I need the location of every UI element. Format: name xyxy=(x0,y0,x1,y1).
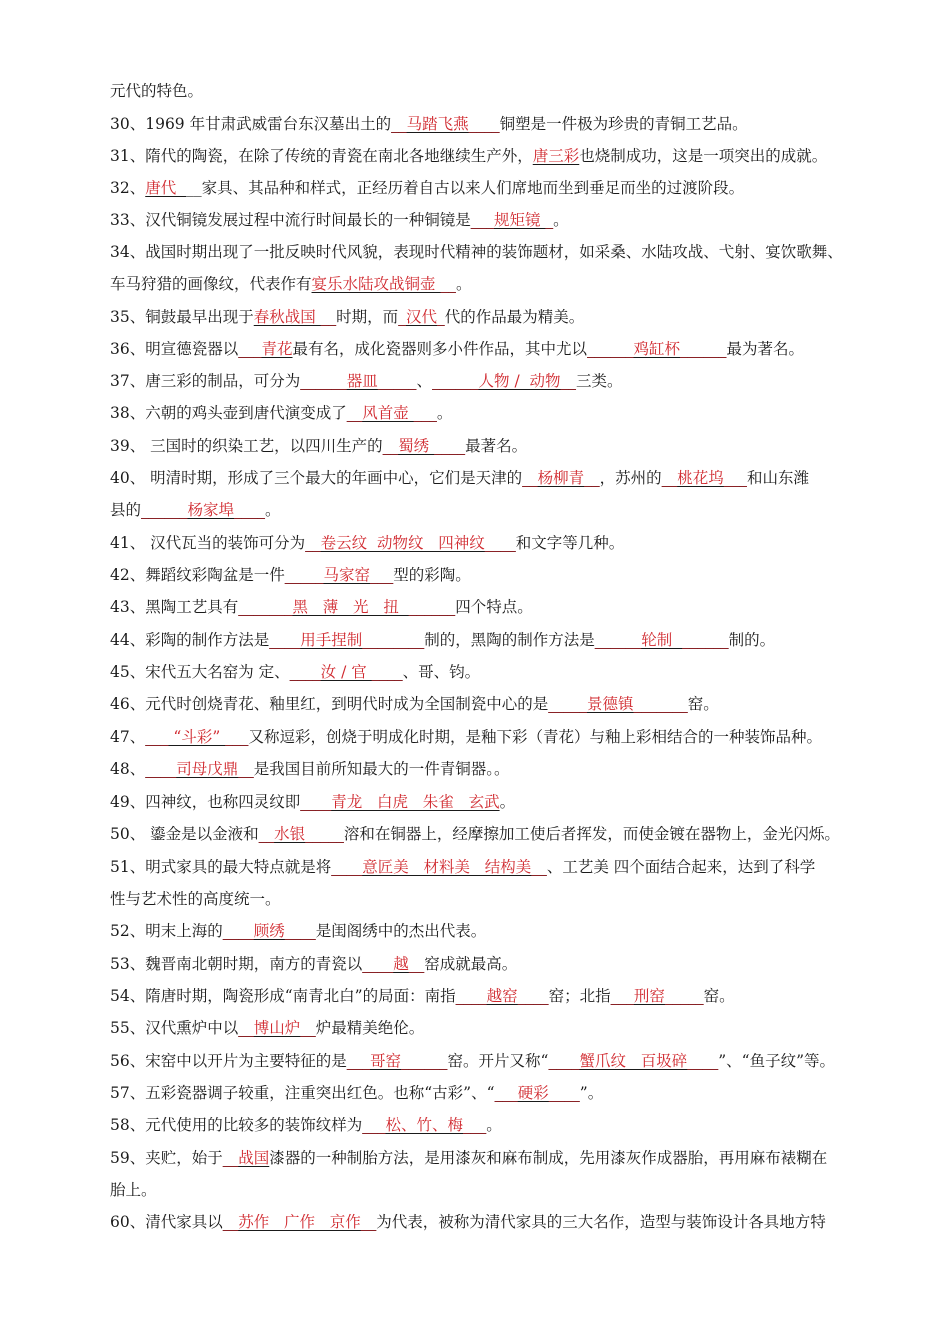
question-text: 车马狩猎的画像纹，代表作有 xyxy=(110,275,312,293)
question-text: 59、夹贮，始于 xyxy=(110,1149,223,1167)
answer-text: ____顾绣____ xyxy=(222,922,316,940)
question-text: 49、四神纹，也称四灵纹即 xyxy=(110,793,301,811)
question-text: 31、隋代的陶瓷，在除了传统的青瓷在南北各地继续生产外， xyxy=(110,147,533,165)
answer-text: ___刑窑_____ xyxy=(610,987,704,1005)
text-line xyxy=(110,888,890,910)
answer-text: ___硬彩____ xyxy=(494,1084,580,1102)
question-text: 、哥、钧。 xyxy=(402,663,481,681)
text-line xyxy=(110,953,890,975)
question-text: 和山东潍 xyxy=(746,469,809,487)
text-line xyxy=(110,985,890,1007)
text-line xyxy=(110,693,890,715)
text-line xyxy=(110,241,890,263)
question-text: 39、 三国时的织染工艺，以四川生产的 xyxy=(110,437,383,455)
text-line xyxy=(110,370,890,392)
question-text: 代的作品最为精美。 xyxy=(444,308,585,326)
answer-text: ______人物 / 动物__ xyxy=(432,372,577,390)
question-text: ”。 xyxy=(579,1084,604,1102)
question-text: 43、黑陶工艺具有 xyxy=(110,598,239,616)
question-text: 54、隋唐时期，陶瓷形成“南青北白”的局面：南指 xyxy=(110,987,456,1005)
answer-text: __风首壶 ___ xyxy=(346,404,437,422)
question-text: 、 xyxy=(416,372,433,390)
answer-text: ______轮制 ______ xyxy=(594,631,729,649)
answer-text: __桃花坞___ xyxy=(661,469,747,487)
question-text: 33、汉代铜镜发展过程中流行时间最长的一种铜镜是 xyxy=(110,211,471,229)
question-text: 60、清代家具以 xyxy=(110,1213,223,1231)
answer-text: ____蟹爪纹 百圾碎____ xyxy=(548,1052,719,1070)
text-line xyxy=(110,726,890,748)
question-text: 。 xyxy=(486,1116,502,1134)
question-text: 最著名。 xyxy=(465,437,528,455)
text-line xyxy=(110,402,890,424)
question-text: __家具、其品种和样式，正经历着自古以来人们席地而坐到垂足而坐的过渡阶段。 xyxy=(186,179,745,197)
question-text: 55、汉代熏炉中以 xyxy=(110,1019,239,1037)
question-text: 三类。 xyxy=(576,372,623,390)
question-text: 44、彩陶的制作方法是 xyxy=(110,631,270,649)
question-text: 40、 明清时期，形成了三个最大的年画中心，它们是天津的 xyxy=(110,469,523,487)
question-text: 溶和在铜器上，经摩擦加工使后者挥发，而使金镀在器物上，金光闪烁。 xyxy=(343,825,840,843)
text-line xyxy=(110,1050,890,1072)
question-text: 38、六朝的鸡头壶到唐代演变成了 xyxy=(110,404,347,422)
text-line xyxy=(110,758,890,780)
text-line xyxy=(110,338,890,360)
answer-text: 唐代 xyxy=(145,179,187,197)
question-text: 窑；北指 xyxy=(548,987,611,1005)
question-text: 42、舞蹈纹彩陶盆是一件 xyxy=(110,566,285,584)
question-text: 34、战国时期出现了一批反映时代风貌，表现时代精神的装饰题材，如采桑、水陆攻战、弋射、宴饮歌舞、 xyxy=(110,243,843,261)
answer-text: __战国 xyxy=(222,1149,270,1167)
question-text: 。 xyxy=(455,275,472,293)
text-line xyxy=(110,1082,890,1104)
question-text: 窑。开片又称“ xyxy=(447,1052,549,1070)
question-text: 47、 xyxy=(110,728,146,746)
text-line xyxy=(110,273,890,295)
answer-text: __苏作 广作 京作__ xyxy=(222,1213,377,1231)
question-text: 36、明宣德瓷器以 xyxy=(110,340,239,358)
question-text: 。 xyxy=(265,501,281,519)
answer-text: _____景德镇_______ xyxy=(548,695,688,713)
question-text: 最为著名。 xyxy=(726,340,805,358)
question-text: 51、明式家具的最大特点就是将 xyxy=(110,858,332,876)
answer-text: ___青花 xyxy=(238,340,293,358)
text-line xyxy=(110,532,890,554)
answer-text: ____用手捏制________ xyxy=(269,631,425,649)
text-line xyxy=(110,113,890,135)
answer-text: ___松、竹、梅___ xyxy=(362,1116,487,1134)
text-line xyxy=(110,1147,890,1169)
question-text: 也烧制成功，这是一项突出的成就。 xyxy=(579,147,828,165)
question-text: ”、“鱼子纹”等。 xyxy=(718,1052,836,1070)
text-line xyxy=(110,1114,890,1136)
question-text: 性与艺术性的高度统一。 xyxy=(110,890,281,908)
answer-text: 宴乐水陆攻战铜壶 __ xyxy=(311,275,456,293)
question-text: 元代的特色。 xyxy=(110,82,204,100)
answer-text: _______黑 薄 光 扭 ______ xyxy=(238,598,456,616)
question-text: 52、明末上海的 xyxy=(110,922,223,940)
question-text: 铜塑是一件极为珍贵的青铜工艺品。 xyxy=(499,115,748,133)
question-text: 时期，而 xyxy=(336,308,399,326)
answer-text: _汉代_ xyxy=(398,308,445,326)
question-text: 41、 汉代瓦当的装饰可分为 xyxy=(110,534,306,552)
question-text: 窑成就最高。 xyxy=(424,955,518,973)
answer-text: ___哥窑______ xyxy=(346,1052,448,1070)
question-text: 37、唐三彩的制品，可分为 xyxy=(110,372,301,390)
answer-text: 春秋战国 __ xyxy=(253,308,337,326)
question-text: 四个特点。 xyxy=(455,598,533,616)
answer-text: ____意匠美 材料美 结构美__ xyxy=(331,858,547,876)
question-text: 56、宋窑中以开片为主要特征的是 xyxy=(110,1052,347,1070)
answer-text: __博山炉__ xyxy=(238,1019,316,1037)
text-line xyxy=(110,306,890,328)
question-text: 县的 xyxy=(110,501,142,519)
question-text: 48、 xyxy=(110,760,146,778)
question-text: 是闺阁绣中的杰出代表。 xyxy=(315,922,487,940)
text-line xyxy=(110,564,890,586)
text-line xyxy=(110,791,890,813)
question-text: 53、魏晋南北朝时期，南方的青瓷以 xyxy=(110,955,363,973)
answer-text: ____越__ xyxy=(362,955,425,973)
text-line xyxy=(110,145,890,167)
question-text: 型的彩陶。 xyxy=(393,566,471,584)
question-text: 和文字等几种。 xyxy=(515,534,625,552)
question-text: 最有名，成化瓷器则多小件作品，其中尤以 xyxy=(292,340,588,358)
question-text: 50、 鎏金是以金液和 xyxy=(110,825,259,843)
question-text: 是我国目前所知最大的一件青铜器。。 xyxy=(253,760,510,778)
answer-text: _____马家窑___ xyxy=(284,566,394,584)
text-line xyxy=(110,823,890,845)
question-text: 、工艺美 四个面结合起来，达到了科学 xyxy=(546,858,816,876)
question-text: 45、宋代五大名窑为 定、 xyxy=(110,663,290,681)
question-text: 46、元代时创烧青花、釉里红，到明代时成为全国制瓷中心的是 xyxy=(110,695,549,713)
question-text: 制的。 xyxy=(728,631,776,649)
answer-text: ____汝 / 官 ____ xyxy=(289,663,403,681)
text-line xyxy=(110,596,890,618)
answer-text: ___规矩镜 _ xyxy=(470,211,554,229)
question-text: 58、元代使用的比较多的装饰纹样为 xyxy=(110,1116,363,1134)
answer-text: ______鸡缸杯______ xyxy=(587,340,727,358)
answer-text: __杨柳青__ xyxy=(522,469,600,487)
question-text: 漆器的一种制胎方法，是用漆灰和麻布制成，先用漆灰作成器胎，再用麻布裱糊在 xyxy=(269,1149,828,1167)
text-line xyxy=(110,920,890,942)
question-text: 制的，黑陶的制作方法是 xyxy=(424,631,595,649)
text-line xyxy=(110,499,890,521)
question-text: 窑。 xyxy=(687,695,719,713)
text-line xyxy=(110,177,890,199)
answer-text: ____司母戊鼎__ xyxy=(145,760,254,778)
answer-text: ______器皿_____ xyxy=(300,372,417,390)
question-text: 35、铜鼓最早出现于 xyxy=(110,308,254,326)
text-line xyxy=(110,80,890,102)
question-text: 。 xyxy=(499,793,516,811)
text-line xyxy=(110,1211,890,1233)
question-text: 窑。 xyxy=(703,987,735,1005)
question-text: ，苏州的 xyxy=(599,469,662,487)
answer-text: __水银_____ xyxy=(258,825,344,843)
answer-text: ____青龙 白虎 朱雀 玄武 xyxy=(300,793,500,811)
answer-text: ___ “斗彩” ___ xyxy=(145,728,249,746)
answer-text: __卷云纹 动物纹 四神纹____ xyxy=(305,534,516,552)
answer-text: ____越窑____ xyxy=(455,987,549,1005)
answer-text: ______杨家埠____ xyxy=(141,501,266,519)
question-text: 。 xyxy=(436,404,453,422)
text-line xyxy=(110,435,890,457)
answer-text: 唐三彩 xyxy=(532,147,580,165)
text-line xyxy=(110,856,890,878)
text-line xyxy=(110,661,890,683)
text-line xyxy=(110,1017,890,1039)
question-text: 32、 xyxy=(110,179,146,197)
question-text: 炉最精美绝伦。 xyxy=(315,1019,425,1037)
question-text: 为代表，被称为清代家具的三大名作，造型与装饰设计各具地方特 xyxy=(376,1213,826,1231)
text-line xyxy=(110,629,890,651)
question-text: 胎上。 xyxy=(110,1181,157,1199)
question-text: 30、1969 年甘肃武威雷台东汉墓出土的 xyxy=(110,115,392,133)
text-line xyxy=(110,209,890,231)
text-line xyxy=(110,1179,890,1201)
question-text: 又称逗彩，创烧于明成化时期，是釉下彩（青花）与釉上彩相结合的一种装饰品种。 xyxy=(248,728,822,746)
text-line xyxy=(110,467,890,489)
answer-text: __马踏飞燕____ xyxy=(391,115,500,133)
question-text: 。 xyxy=(553,211,569,229)
answer-text: __蜀绣 ____ xyxy=(382,437,466,455)
question-text: 57、五彩瓷器调子较重，注重突出红色。也称“古彩”、“ xyxy=(110,1084,495,1102)
